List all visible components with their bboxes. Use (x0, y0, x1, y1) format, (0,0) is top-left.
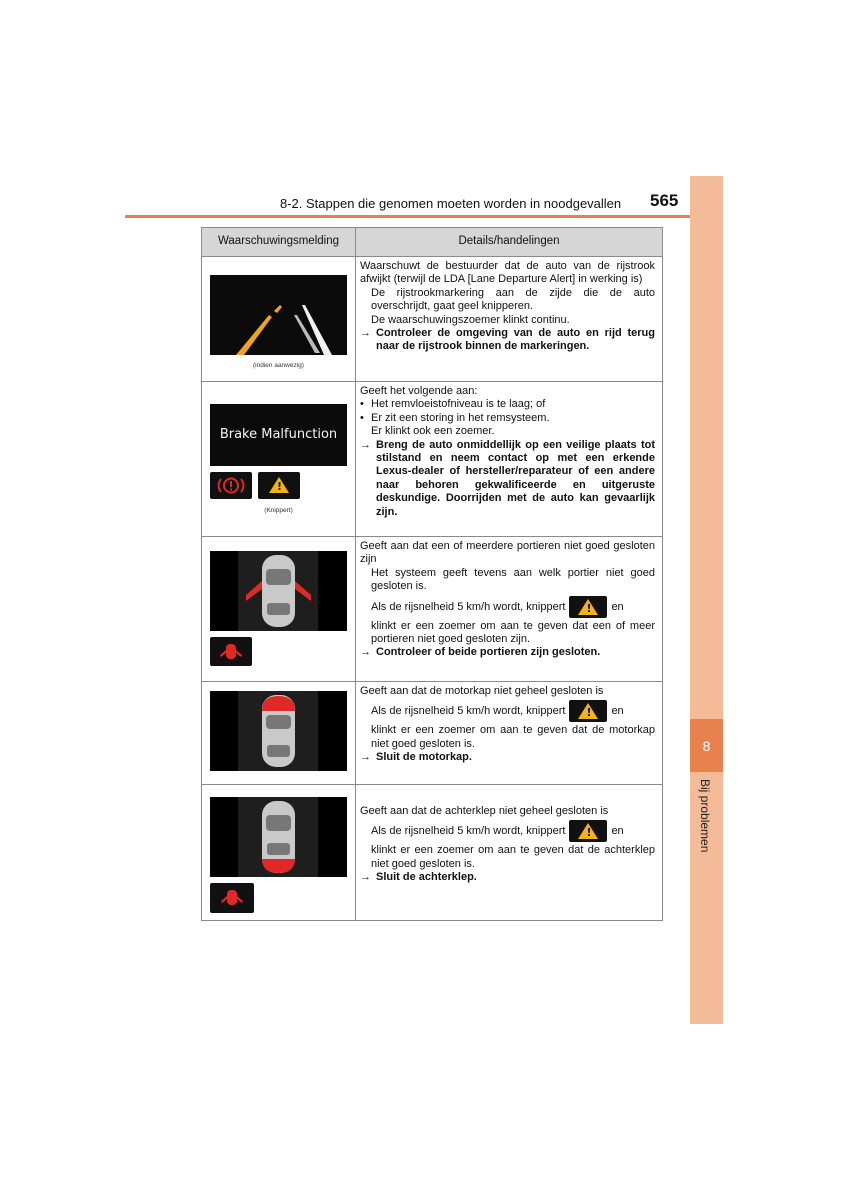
trunk-open-icon (210, 883, 254, 913)
table-header-row (202, 228, 663, 257)
master-warning-icon (569, 596, 607, 618)
trunk-details (356, 785, 663, 921)
doors-display-cell (202, 537, 356, 682)
brake-display-cell (202, 382, 356, 537)
brake-caption: (Knippert) (264, 507, 293, 514)
brake-text-1: Geeft het volgende aan: (360, 385, 478, 397)
header-rule (125, 215, 690, 218)
trunk-display (210, 797, 347, 877)
hood-text-2: Als de rijsnelheid 5 km/h wordt, knippert ! en (360, 700, 655, 722)
brake-bullet-1: • Het remvloeistofniveau is te laag; of (360, 398, 655, 411)
brake-action: → Breng de auto onmiddellijk op een veilige plaats tot stilstand en neem contact op met een erkende Lexus-dealer of hersteller/reparateur of een andere naar behoren gekwalificeerde en uitgeruste deskundige. Doorrijden met de auto kan gevaarlijk zijn. (360, 439, 655, 519)
brake-warning-icon (210, 472, 252, 499)
table-row (202, 257, 663, 382)
lane-markings-icon (210, 275, 347, 355)
hood-display (210, 691, 347, 771)
warning-table (201, 227, 663, 921)
trunk-text-3: klinkt er een zoemer om aan te geven dat de achterklep niet goed gesloten is. (371, 844, 655, 870)
door-open-icon (210, 637, 252, 666)
master-warning-icon (258, 472, 300, 499)
doors-text-2: Het systeem geeft tevens aan welk portier niet goed gesloten is. (371, 566, 655, 593)
brake-bullet-2: • Er zit een storing in het remsysteem. (360, 412, 655, 425)
hood-display-cell (202, 682, 356, 785)
doors-details (356, 537, 663, 682)
brake-display (210, 404, 347, 466)
car-trunk-open-icon (210, 797, 347, 877)
master-warning-icon (569, 700, 607, 722)
doors-display (210, 551, 347, 631)
table-row (202, 682, 663, 785)
doors-action: → Controleer of beide portieren zijn gesloten. (360, 646, 655, 659)
lda-action: → Controleer de omgeving van de auto en rijd terug naar de rijstrook binnen de markeringen. (360, 327, 655, 354)
page-number: 565 (650, 191, 679, 210)
lda-display (210, 275, 347, 355)
hood-details (356, 682, 663, 785)
doors-text-3: Als de rijsnelheid 5 km/h wordt, knippert ! en (360, 596, 655, 618)
chapter-number-tab: 8 (690, 719, 723, 772)
hood-action: → Sluit de motorkap. (360, 751, 655, 764)
chapter-tab-top (690, 176, 723, 719)
section-title: 8-2. Stappen die genomen moeten worden in noodgevallen (280, 196, 622, 211)
trunk-display-cell (202, 785, 356, 921)
table-row (202, 785, 663, 921)
brake-text-2: Er klinkt ook een zoemer. (371, 425, 495, 438)
doors-text-4: klinkt er een zoemer om aan te geven dat een of meer portieren niet goed gesloten zijn. (371, 619, 655, 646)
master-warning-icon (569, 820, 607, 842)
column-header-warning: Waarschuwingsmelding (202, 228, 356, 257)
lda-details (356, 257, 663, 382)
trunk-action: → Sluit de achterklep. (360, 871, 655, 884)
brake-details (356, 382, 663, 537)
trunk-text-1: Geeft aan dat de achterklep niet geheel gesloten is (360, 805, 609, 817)
lda-text-2: De rijstrookmarkering aan de zijde die de auto overschrijdt, gaat geel knipperen. (371, 286, 655, 313)
hood-text-3: klinkt er een zoemer om aan te geven dat de motorkap niet goed gesloten is. (371, 724, 655, 750)
trunk-text-2: Als de rijsnelheid 5 km/h wordt, knippert ! en (360, 820, 655, 842)
brake-display-text: Brake Malfunction (219, 427, 338, 443)
chapter-label: Bij problemen (698, 779, 712, 853)
car-doors-open-icon (210, 551, 347, 631)
table-row (202, 537, 663, 682)
lda-display-cell (202, 257, 356, 382)
column-header-details: Details/handelingen (356, 228, 663, 257)
hood-text-1: Geeft aan dat de motorkap niet geheel gesloten is (360, 685, 604, 697)
table-row (202, 382, 663, 537)
doors-text-1: Geeft aan dat een of meerdere portieren niet goed gesloten zijn (360, 540, 655, 566)
car-hood-open-icon (210, 691, 347, 771)
lda-text-1: Waarschuwt de bestuurder dat de auto van de rijstrook afwijkt (terwijl de LDA [Lane Departure Alert] in werking is) (360, 260, 655, 286)
lda-text-3: De waarschuwingszoemer klinkt continu. (371, 313, 570, 326)
lda-caption: (indien aanwezig) (253, 362, 304, 369)
